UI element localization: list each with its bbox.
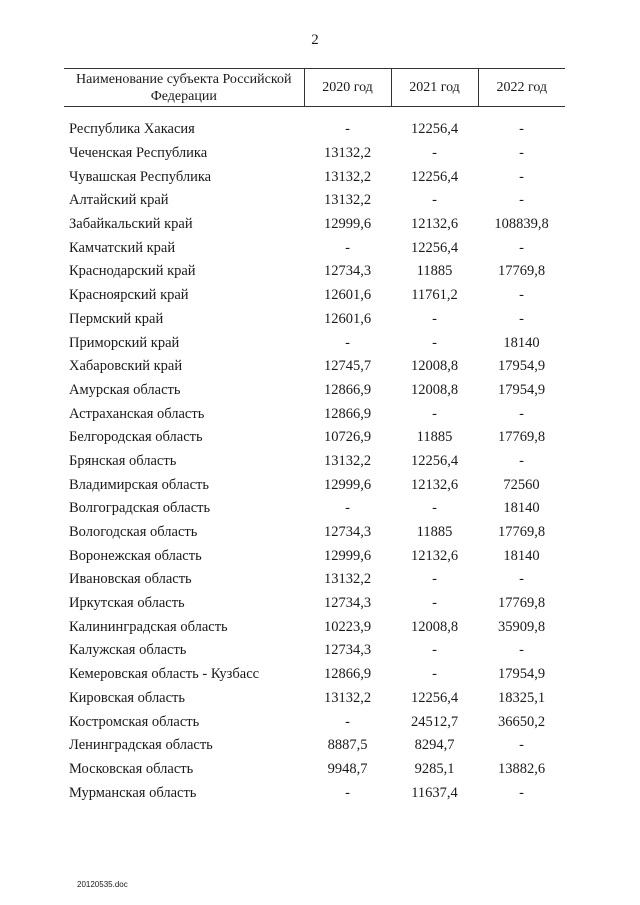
table-row <box>64 639 565 663</box>
region-name-cell: Иркутская область <box>69 595 185 612</box>
value-cell-2020: 12999,6 <box>323 547 372 564</box>
value-cell-2021: - <box>432 595 437 612</box>
region-name-cell: Приморский край <box>69 334 180 351</box>
value-cell-2021: - <box>432 310 437 327</box>
table-row <box>64 331 565 355</box>
region-name-cell: Брянская область <box>69 452 177 469</box>
table-row <box>64 236 565 260</box>
value-cell-2020: 12866,9 <box>323 381 372 398</box>
value-cell-2020: 13132,2 <box>323 571 372 588</box>
region-name-cell: Камчатский край <box>69 239 176 256</box>
region-name-cell: Забайкальский край <box>69 216 193 233</box>
region-name-cell: Московская область <box>69 760 194 777</box>
region-name-cell: Чувашская Республика <box>69 168 212 185</box>
document-code: 20120535.doc <box>77 880 128 889</box>
region-name-cell: Мурманская область <box>69 784 197 801</box>
value-cell-2022: 18140 <box>503 500 540 517</box>
value-cell-2022: - <box>519 452 524 469</box>
value-cell-2022: - <box>519 405 524 422</box>
value-cell-2020: - <box>345 239 350 256</box>
value-cell-2022: - <box>519 239 524 256</box>
value-cell-2020: 12601,6 <box>323 287 372 304</box>
region-name-cell: Кировская область <box>69 689 186 706</box>
value-cell-2022: - <box>519 192 524 209</box>
value-cell-2020: 12734,3 <box>323 263 372 280</box>
value-cell-2021: - <box>432 500 437 517</box>
value-cell-2020: 12866,9 <box>323 666 372 683</box>
value-cell-2020: 12734,3 <box>323 642 372 659</box>
table-row <box>64 544 565 568</box>
value-cell-2022: - <box>519 145 524 162</box>
value-cell-2022: 17954,9 <box>497 381 546 398</box>
value-cell-2020: 8887,5 <box>327 737 368 754</box>
value-cell-2021: 12132,6 <box>410 547 459 564</box>
value-cell-2022: 17769,8 <box>497 595 546 612</box>
value-cell-2021: - <box>432 405 437 422</box>
value-cell-2022: - <box>519 168 524 185</box>
value-cell-2021: 11885 <box>416 263 453 280</box>
value-cell-2021: 12256,4 <box>410 239 459 256</box>
value-cell-2022: - <box>519 571 524 588</box>
value-cell-2022: - <box>519 737 524 754</box>
value-cell-2021: 24512,7 <box>410 713 459 730</box>
value-cell-2020: 12866,9 <box>323 405 372 422</box>
table-row <box>64 426 565 450</box>
table-row <box>64 734 565 758</box>
header-year-2022: 2022 год <box>478 69 565 107</box>
header-year-2021: 2021 год <box>391 69 478 107</box>
table-row <box>64 568 565 592</box>
table-row <box>64 260 565 284</box>
table-row <box>64 687 565 711</box>
region-name-cell: Астраханская область <box>69 405 205 422</box>
value-cell-2022: 35909,8 <box>497 618 546 635</box>
value-cell-2022: 18325,1 <box>497 689 546 706</box>
table-row <box>64 592 565 616</box>
value-cell-2020: 12999,6 <box>323 476 372 493</box>
table-row <box>64 497 565 521</box>
table-header-row <box>64 69 565 107</box>
region-name-cell: Пермский край <box>69 310 164 327</box>
value-cell-2022: 108839,8 <box>494 216 549 233</box>
header-year-2020: 2020 год <box>304 69 391 107</box>
value-cell-2021: 9285,1 <box>414 760 455 777</box>
value-cell-2020: 13132,2 <box>323 168 372 185</box>
value-cell-2021: 11885 <box>416 429 453 446</box>
region-name-cell: Владимирская область <box>69 476 209 493</box>
table-row <box>64 308 565 332</box>
table-row <box>64 521 565 545</box>
value-cell-2022: - <box>519 121 524 138</box>
value-cell-2021: 11637,4 <box>411 784 458 801</box>
region-name-cell: Хабаровский край <box>69 358 183 375</box>
value-cell-2021: - <box>432 334 437 351</box>
value-cell-2022: 13882,6 <box>497 760 546 777</box>
value-cell-2020: 10726,9 <box>323 429 372 446</box>
table-row <box>64 781 565 805</box>
value-cell-2020: 12999,6 <box>323 216 372 233</box>
value-cell-2020: 12745,7 <box>323 358 372 375</box>
table-row <box>64 710 565 734</box>
table-row <box>64 189 565 213</box>
region-name-cell: Костромская область <box>69 713 200 730</box>
value-cell-2022: 36650,2 <box>497 713 546 730</box>
value-cell-2021: 12132,6 <box>410 476 459 493</box>
region-name-cell: Амурская область <box>69 381 181 398</box>
table-row <box>64 142 565 166</box>
value-cell-2022: 17954,9 <box>497 358 546 375</box>
value-cell-2021: 12008,8 <box>410 618 459 635</box>
value-cell-2020: 12734,3 <box>323 524 372 541</box>
value-cell-2022: - <box>519 310 524 327</box>
region-name-cell: Краснодарский край <box>69 263 196 280</box>
value-cell-2021: 12256,4 <box>410 689 459 706</box>
region-name-cell: Калужская область <box>69 642 187 659</box>
value-cell-2020: - <box>345 334 350 351</box>
region-name-cell: Алтайский край <box>69 192 169 209</box>
table-body <box>64 107 565 805</box>
value-cell-2022: - <box>519 784 524 801</box>
value-cell-2020: - <box>345 784 350 801</box>
table-row <box>64 663 565 687</box>
value-cell-2021: 11885 <box>416 524 453 541</box>
value-cell-2020: 9948,7 <box>327 760 368 777</box>
value-cell-2022: 17954,9 <box>497 666 546 683</box>
value-cell-2020: - <box>345 713 350 730</box>
value-cell-2021: - <box>432 571 437 588</box>
value-cell-2020: 13132,2 <box>323 145 372 162</box>
value-cell-2020: 13132,2 <box>323 689 372 706</box>
table-row <box>64 402 565 426</box>
value-cell-2021: - <box>432 666 437 683</box>
table-row <box>64 379 565 403</box>
value-cell-2021: 12132,6 <box>410 216 459 233</box>
value-cell-2021: 12256,4 <box>410 121 459 138</box>
value-cell-2022: 17769,8 <box>497 429 546 446</box>
value-cell-2021: - <box>432 192 437 209</box>
value-cell-2021: - <box>432 642 437 659</box>
value-cell-2020: 13132,2 <box>323 192 372 209</box>
region-name-cell: Ленинградская область <box>69 737 213 754</box>
region-name-cell: Ивановская область <box>69 571 192 588</box>
value-cell-2020: 13132,2 <box>323 452 372 469</box>
regions-table <box>64 68 565 805</box>
table-row <box>64 118 565 142</box>
value-cell-2022: - <box>519 642 524 659</box>
region-name-cell: Красноярский край <box>69 287 189 304</box>
value-cell-2022: - <box>519 287 524 304</box>
table-row <box>64 615 565 639</box>
value-cell-2020: - <box>345 500 350 517</box>
region-name-cell: Калининградская область <box>69 618 228 635</box>
value-cell-2022: 17769,8 <box>497 524 546 541</box>
value-cell-2022: 72560 <box>503 476 540 493</box>
value-cell-2020: - <box>345 121 350 138</box>
value-cell-2021: 12008,8 <box>410 358 459 375</box>
table-row <box>64 450 565 474</box>
region-name-cell: Вологодская область <box>69 524 198 541</box>
value-cell-2021: 12256,4 <box>410 452 459 469</box>
value-cell-2022: 17769,8 <box>497 263 546 280</box>
value-cell-2021: - <box>432 145 437 162</box>
region-name-cell: Воронежская область <box>69 547 202 564</box>
value-cell-2021: 8294,7 <box>414 737 455 754</box>
page-number: 2 <box>311 32 319 48</box>
value-cell-2020: 12601,6 <box>323 310 372 327</box>
table-row <box>64 213 565 237</box>
value-cell-2021: 11761,2 <box>411 287 458 304</box>
value-cell-2022: 18140 <box>503 334 540 351</box>
region-name-cell: Республика Хакасия <box>69 121 195 138</box>
value-cell-2020: 12734,3 <box>323 595 372 612</box>
value-cell-2020: 10223,9 <box>323 618 372 635</box>
table-row <box>64 284 565 308</box>
table-row <box>64 473 565 497</box>
table-row <box>64 758 565 782</box>
value-cell-2021: 12008,8 <box>410 381 459 398</box>
table-row <box>64 165 565 189</box>
region-name-cell: Белгородская область <box>69 429 203 446</box>
value-cell-2022: 18140 <box>503 547 540 564</box>
header-region-name: Наименование субъекта Российской Федерации <box>64 69 304 107</box>
region-name-cell: Кемеровская область - Кузбасс <box>69 666 260 683</box>
value-cell-2021: 12256,4 <box>410 168 459 185</box>
table-row <box>64 355 565 379</box>
region-name-cell: Волгоградская область <box>69 500 211 517</box>
region-name-cell: Чеченская Республика <box>69 145 208 162</box>
